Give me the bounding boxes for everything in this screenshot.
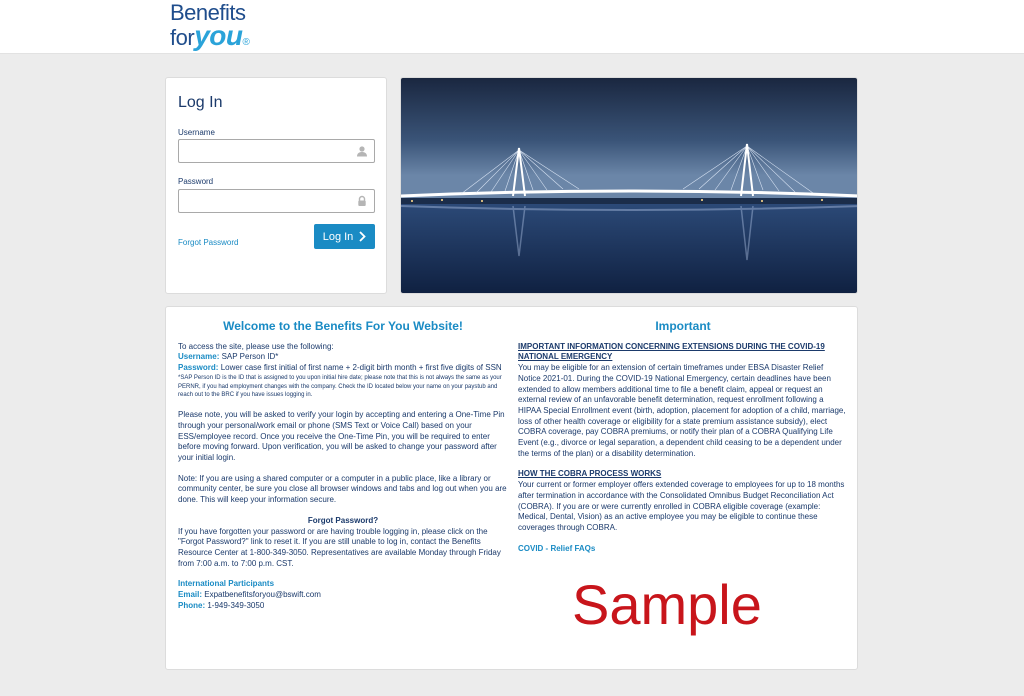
password-label: Password [178, 177, 214, 186]
username-label: Username [178, 128, 215, 137]
covid-text: You may be eligible for an extension of certain timeframes under EBSA Disaster Relief Notice 2021-01. During the COVID-19 National Emergency, certain deadlines have been extended to allow members additional time to file a benefit claim, appeal or request an external review of an unfavorable benefit determination, request enrollment following a HIPAA Special Enrollment event (birth, adoption, placement for adoption of a child, marriage, loss of other health coverage or eligibility for a state premium assistance subsidy), elect COBRA coverage, pay COBRA premiums, or notify their plan of a COBRA Qualifying Life Event (e.g., divorce or legal separation, a dependent child ceasing to be a dependent under the terms of the plan) or a disability determination. [518, 363, 846, 458]
user-icon [356, 145, 368, 157]
password-field[interactable] [178, 189, 375, 213]
important-title: Important [655, 319, 711, 333]
information-panel [165, 306, 858, 670]
important-column [518, 307, 848, 554]
login-button[interactable] [314, 224, 375, 249]
covid-heading: IMPORTANT INFORMATION CONCERNING EXTENSIONS DURING THE COVID-19 NATIONAL EMERGENCY [518, 341, 825, 362]
email-key: Email: [178, 590, 203, 600]
password-instruction [178, 363, 508, 374]
email-value: Expatbenefitsforyou@bswift.com [204, 590, 321, 600]
forgot-password-link[interactable]: Forgot Password [178, 238, 239, 247]
logo-line1: Benefits [170, 0, 246, 25]
welcome-intro: To access the site, please use the following: [178, 341, 334, 351]
password-key: Password: [178, 363, 219, 373]
username-input[interactable] [179, 140, 349, 162]
verify-paragraph: Please note, you will be asked to verify your login by accepting and entering a One-Time Pin through your personal/work email or phone (SMS Text or Voice Call) based on your ESS/employee record. Once you receive the One-Time Pin, you will be required to enter before moving forward. Upon verification, you will be asked to change your password after your initial login. [178, 410, 505, 463]
username-instruction [178, 352, 508, 363]
benefits-for-you-logo[interactable] [170, 2, 249, 50]
logo-line2 [170, 22, 249, 50]
cobra-text: Your current or former employer offers extended coverage to employees for up to 18 months after termination in accordance with the Consolidated Omnibus Budget Reconciliation Act (COBRA). If you are or were currently enrolled in COBRA eligible coverage (example: Medical, Dental, Vision) as an active employee you may be eligible to continue these coverages through COBRA. [518, 480, 845, 532]
lock-icon [356, 195, 368, 207]
login-button-label: Log In [322, 230, 354, 243]
chevron-right-icon [359, 231, 366, 242]
login-panel [165, 77, 387, 294]
phone-value: 1-949-349-3050 [207, 600, 265, 610]
bridge-hero-image [400, 77, 858, 294]
site-header [0, 0, 1024, 54]
shared-computer-note: Note: If you are using a shared computer or a computer in a public place, like a library or community center, be sure you close all browser windows and tabs and log out when you are done. This will keep your information secure. [178, 473, 507, 505]
forgot-password-heading: Forgot Password? [307, 515, 379, 525]
forgot-password-text: If you have forgotten your password or are having trouble logging in, please click on the "Forgot Password?" link to reset it. If you are still unable to log in, contact the Benefits Resource Center at 1-800-349-3050. Representatives are available Monday through Friday from 7:00 a.m. to 7:00 p.m. CST. [178, 526, 501, 568]
login-title: Log In [178, 94, 223, 111]
sample-watermark: Sample [572, 573, 762, 636]
intl-email [178, 590, 508, 601]
logo-you: you [194, 20, 243, 51]
username-field[interactable] [178, 139, 375, 163]
cable-stayed-bridge-night-image [401, 78, 858, 294]
cobra-heading: HOW THE COBRA PROCESS WORKS [518, 469, 662, 479]
phone-key: Phone: [178, 600, 206, 610]
username-desc: SAP Person ID* [221, 352, 279, 362]
logo-for: for [170, 25, 195, 50]
intl-phone [178, 601, 508, 612]
welcome-column [178, 307, 508, 611]
international-heading: International Participants [178, 579, 275, 589]
password-input[interactable] [179, 190, 349, 212]
covid-relief-faqs-link[interactable]: COVID - Relief FAQs [518, 543, 596, 553]
sap-id-footnote: *SAP Person ID is the ID that is assigned to you upon initial hire date; please note that this is not always the same as your PERNR, if you had employment changes with the company. Check the ID located below your name on your paystub and reach out to the BRC if you have issues logging in. [178, 374, 502, 399]
password-desc: Lower case first initial of first name + 2-digit birth month + first five digits of SSN [220, 363, 502, 373]
welcome-title: Welcome to the Benefits For You Website! [223, 319, 463, 333]
logo-registered-mark: ® [242, 37, 250, 48]
username-key: Username: [178, 352, 220, 362]
